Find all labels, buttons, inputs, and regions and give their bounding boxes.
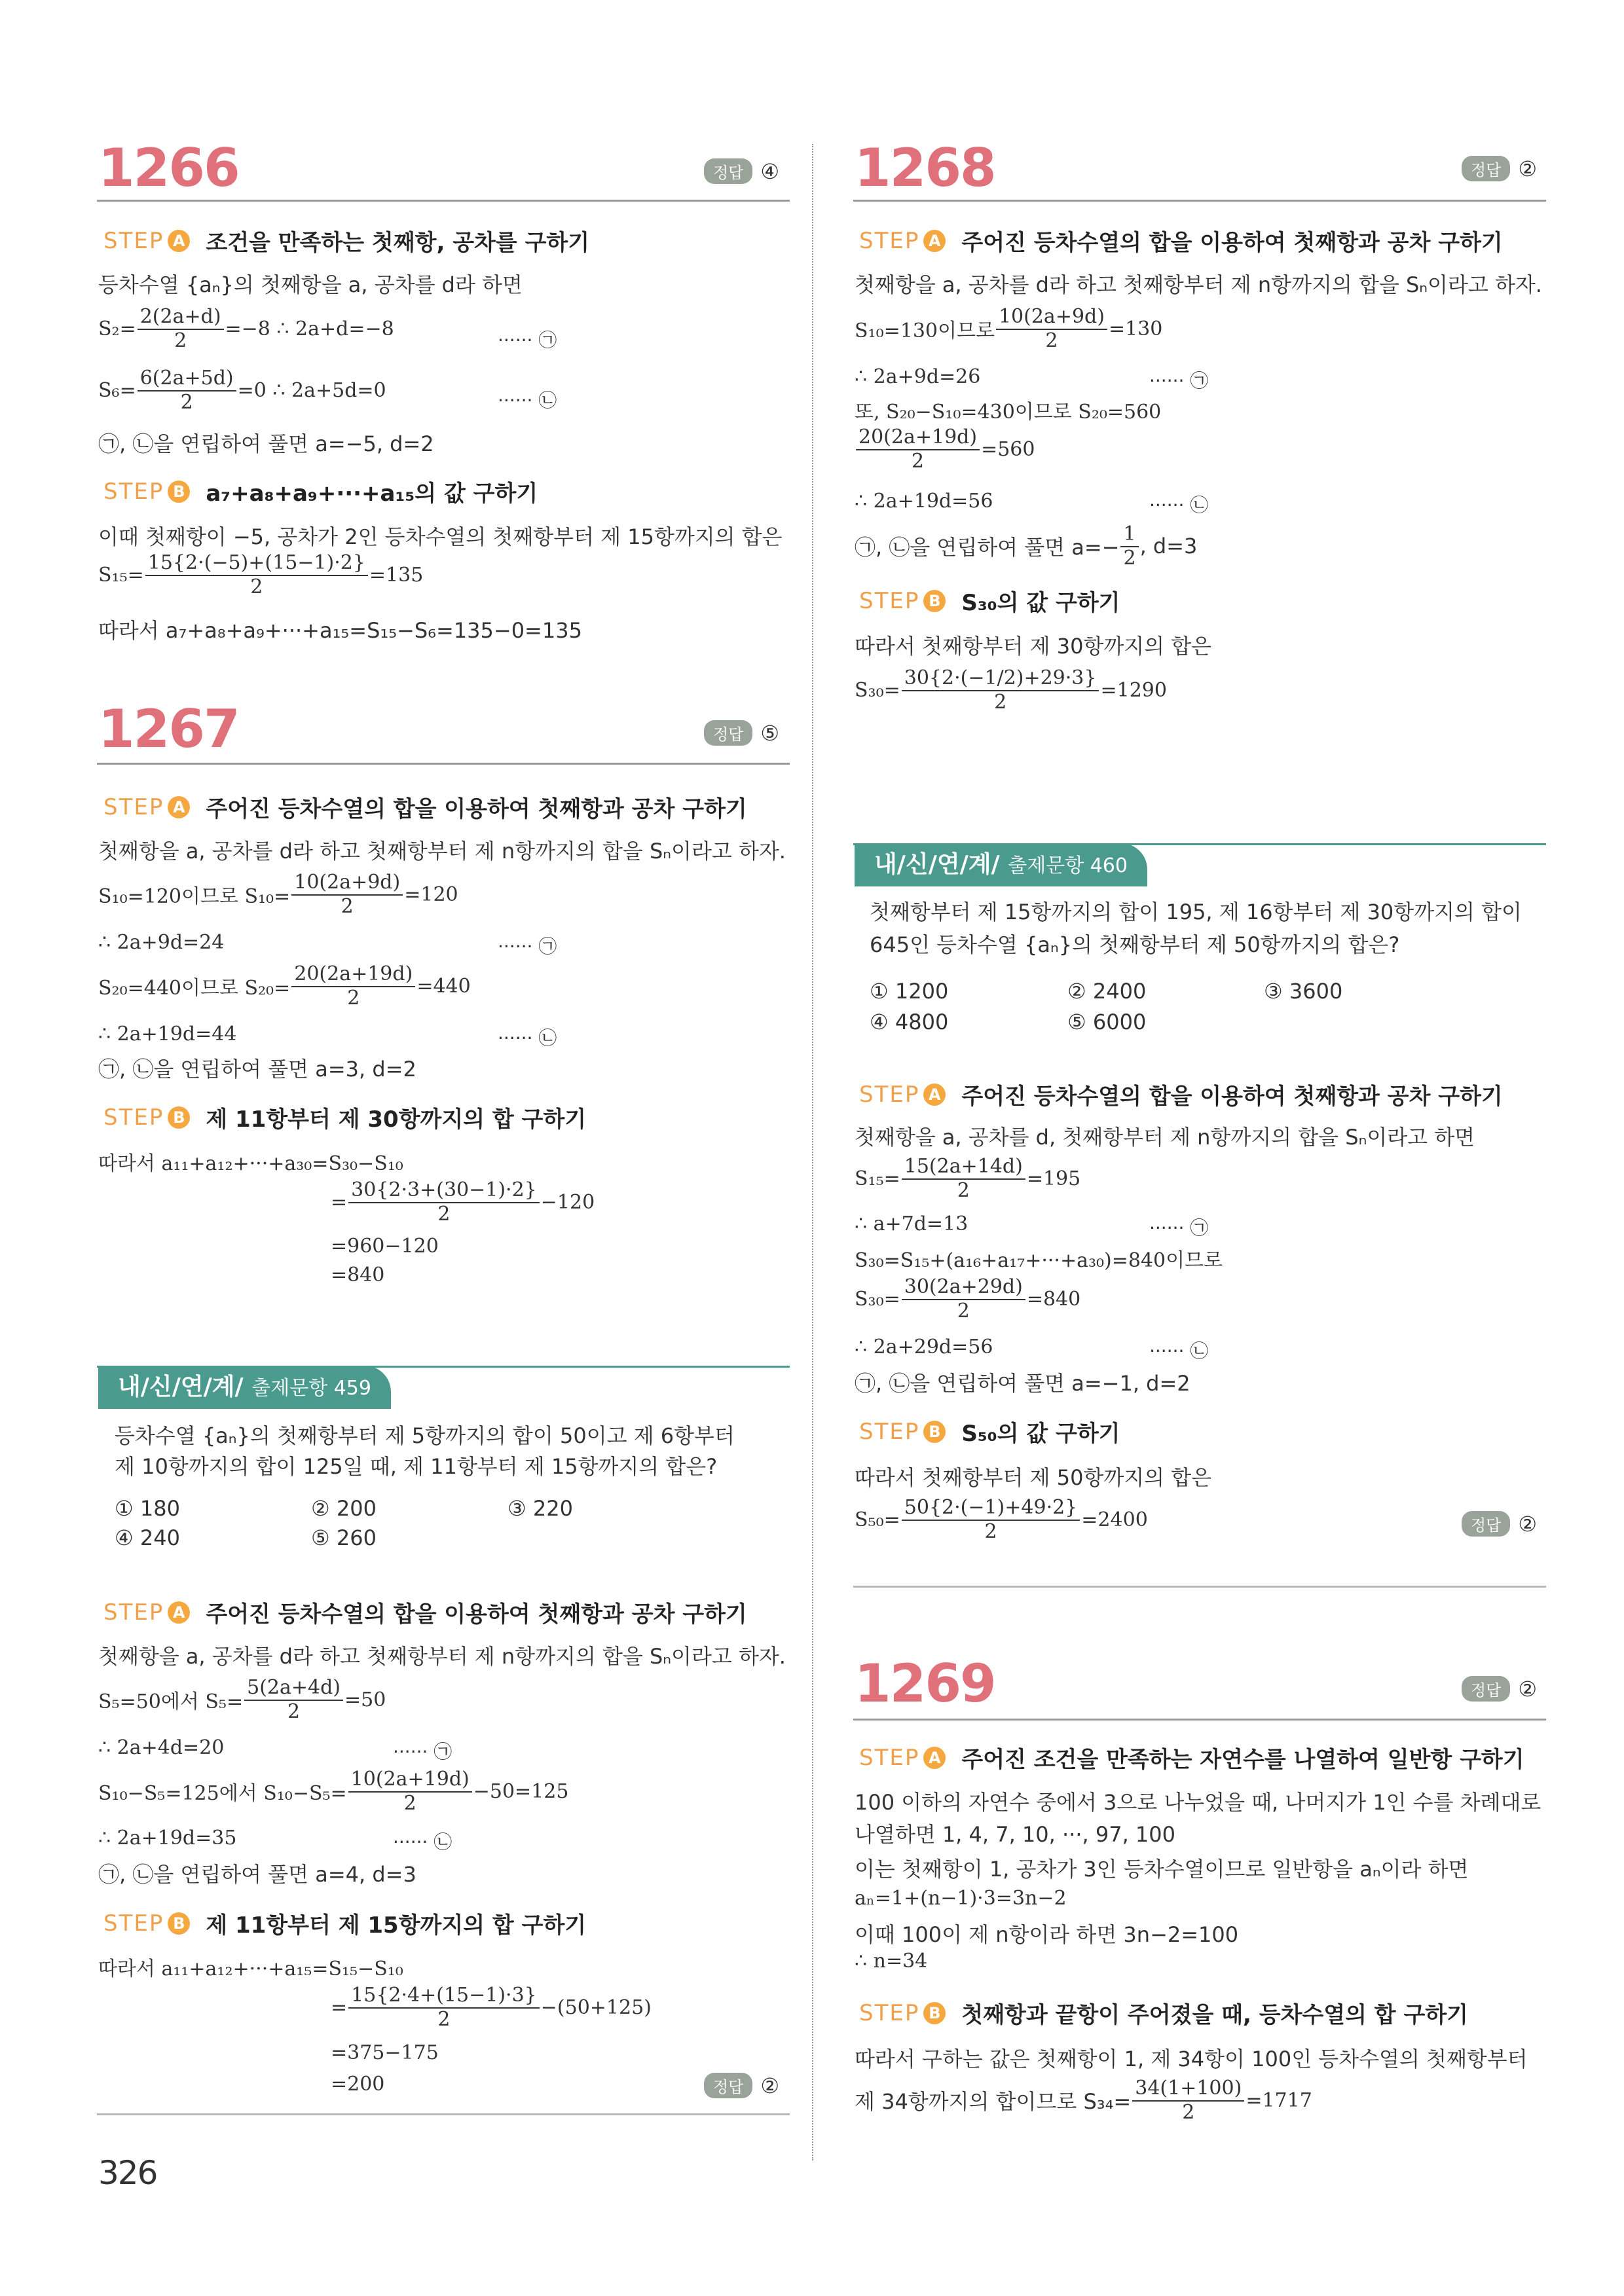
equation — [98, 1676, 386, 1723]
text-line: ㉠, ㉡을 연립하여 풀면 a=−5, d=2 — [98, 431, 434, 456]
eq-line: ∴ 2a+19d=56 — [855, 490, 993, 513]
equation — [331, 1178, 595, 1226]
eq-rhs: =1290 — [1100, 678, 1167, 702]
answer-value: ② — [1518, 156, 1538, 181]
choice: ③ 3600 — [1264, 979, 1343, 1004]
step-word: STEP — [859, 1418, 920, 1445]
equation — [98, 962, 471, 1010]
eq-rhs: =130 — [1108, 317, 1163, 340]
fraction — [348, 1984, 540, 2031]
denominator: 2 — [341, 895, 354, 918]
eq-tag: ······ ㉠ — [1149, 1217, 1209, 1239]
text-line — [855, 522, 1197, 570]
header-rule — [97, 200, 790, 202]
eq-lhs: S₃₀= — [855, 678, 900, 702]
text-line: ㉠, ㉡을 연립하여 풀면 a=4, d=3 — [98, 1862, 416, 1887]
eq-lhs: S₂₀=440이므로 S₂₀= — [98, 977, 291, 1000]
step-title: 제 11항부터 제 30항까지의 합 구하기 — [206, 1106, 587, 1133]
equation — [855, 1155, 1080, 1202]
eq-tag: ······ ㉠ — [498, 329, 557, 351]
numerator: 2(2a+d) — [138, 305, 224, 330]
text-line: 또, S₂₀−S₁₀=430이므로 S₂₀=560 — [855, 401, 1162, 424]
text-line: 따라서 첫째항부터 제 50항까지의 합은 — [855, 1465, 1212, 1490]
problem-number: 1268 — [855, 137, 995, 198]
denominator: 2 — [437, 2008, 451, 2031]
eq-lhs: 제 34항까지의 합이므로 S₃₄= — [855, 2089, 1132, 2114]
eq-rhs: =120 — [404, 883, 458, 906]
eq-lhs: = — [331, 1995, 348, 2019]
eq-rhs: =840 — [1026, 1287, 1081, 1311]
step-a-heading — [103, 1596, 747, 1628]
eq-lhs: S₁₅= — [98, 563, 144, 587]
step-word: STEP — [103, 227, 164, 254]
naesin-title: 내/신/연/계/ — [118, 1374, 244, 1400]
eq-tag: ······ ㉡ — [498, 1027, 557, 1049]
fraction — [138, 367, 236, 414]
eq-rhs: =−8 ∴ 2a+d=−8 — [225, 317, 394, 340]
text-part: ㉠, ㉡을 연립하여 풀면 a=− — [855, 535, 1120, 560]
step-word: STEP — [103, 1104, 164, 1131]
equation — [98, 551, 423, 598]
step-a-heading — [103, 225, 589, 257]
answer-badge: 정답 — [704, 158, 752, 184]
fraction — [902, 1496, 1080, 1543]
answer-value: ④ — [760, 158, 780, 184]
choice: ③ 220 — [507, 1496, 573, 1521]
text-line: ㉠, ㉡을 연립하여 풀면 a=3, d=2 — [98, 1057, 416, 1082]
question-line: 등차수열 {aₙ}의 첫째항부터 제 5항까지의 합이 50이고 제 6항부터 — [115, 1423, 735, 1448]
step-word: STEP — [859, 1999, 920, 2026]
step-title: 주어진 등차수열의 합을 이용하여 첫째항과 공차 구하기 — [206, 1601, 747, 1628]
eq-rhs: =195 — [1026, 1167, 1081, 1190]
naesin-badge — [98, 1364, 391, 1410]
eq-rhs: =0 ∴ 2a+5d=0 — [237, 378, 386, 402]
text-line: 따라서 구하는 값은 첫째항이 1, 제 34항이 100인 등차수열의 첫째항부터 — [855, 2047, 1528, 2071]
eq-rhs: −120 — [540, 1190, 595, 1214]
eq-rhs: =440 — [416, 974, 471, 998]
choice: ⑤ 260 — [311, 1525, 377, 1550]
eq-line: aₙ=1+(n−1)·3=3n−2 — [855, 1887, 1067, 1910]
naesin-label — [855, 843, 1147, 886]
equation — [331, 1984, 652, 2031]
step-title: 주어진 등차수열의 합을 이용하여 첫째항과 공차 구하기 — [961, 1084, 1503, 1110]
equation — [855, 426, 1035, 473]
step-letter: A — [923, 1747, 946, 1769]
text-line: 등차수열 {aₙ}의 첫째항을 a, 공차를 d라 하면 — [98, 272, 523, 297]
text-line: 이때 첫째항이 −5, 공차가 2인 등차수열의 첫째항부터 제 15항까지의 합은 — [98, 524, 783, 549]
answer-badge: 정답 — [1462, 1676, 1510, 1702]
step-word: STEP — [859, 587, 920, 614]
step-word: STEP — [859, 1744, 920, 1771]
eq-tag: ······ ㉠ — [1149, 370, 1209, 392]
eq-lhs: S₂= — [98, 317, 136, 340]
step-letter: B — [923, 1421, 946, 1443]
naesin-number: 출제문항 459 — [251, 1377, 371, 1400]
step-title: S₃₀의 값 구하기 — [961, 590, 1120, 616]
equation — [98, 367, 386, 414]
step-title: 주어진 등차수열의 합을 이용하여 첫째항과 공차 구하기 — [206, 796, 747, 822]
step-a-heading — [859, 1078, 1503, 1110]
choice: ④ 4800 — [870, 1010, 949, 1034]
page-number: 326 — [98, 2154, 157, 2192]
eq-lhs: S₁₀−S₅=125에서 S₁₀−S₅= — [98, 1782, 347, 1805]
step-letter: B — [168, 481, 190, 503]
problem-number: 1267 — [98, 699, 239, 759]
step-title: 제 11항부터 제 15항까지의 합 구하기 — [206, 1912, 587, 1939]
answer-box — [1462, 1676, 1537, 1702]
step-word: STEP — [103, 478, 164, 505]
step-word: STEP — [103, 1599, 164, 1626]
answer-value: ② — [760, 2073, 780, 2098]
header-rule — [853, 1719, 1546, 1721]
step-letter: A — [168, 1601, 190, 1624]
step-a-heading — [859, 225, 1503, 257]
text-line: 따라서 a₁₁+a₁₂+···+a₃₀=S₃₀−S₁₀ — [98, 1152, 403, 1175]
eq-line: =840 — [331, 1264, 385, 1286]
choice: ① 1200 — [870, 979, 949, 1004]
eq-tag: ······ ㉡ — [1149, 1340, 1209, 1362]
denominator: 2 — [347, 987, 360, 1010]
answer-box — [704, 720, 779, 746]
step-b-heading — [859, 1415, 1120, 1448]
step-title: 주어진 등차수열의 합을 이용하여 첫째항과 공차 구하기 — [961, 230, 1503, 256]
answer-value: ⑤ — [760, 720, 780, 746]
eq-lhs: S₁₅= — [855, 1167, 900, 1190]
numerator: 15{2·4+(15−1)·3} — [348, 1984, 540, 2009]
eq-lhs: S₃₀= — [855, 1287, 900, 1311]
fraction — [145, 551, 368, 598]
naesin-badge — [855, 842, 1147, 888]
text-part: , d=3 — [1139, 534, 1198, 558]
eq-lhs: S₁₀=120이므로 S₁₀= — [98, 885, 291, 908]
answer-box — [704, 2073, 779, 2098]
step-word: STEP — [103, 1910, 164, 1937]
equation — [855, 2077, 1312, 2124]
eq-rhs: −(50+125) — [540, 1995, 652, 2019]
fraction — [902, 1275, 1025, 1322]
step-letter: B — [923, 590, 946, 612]
step-word: STEP — [859, 227, 920, 254]
step-b-heading — [103, 1101, 586, 1133]
answer-badge: 정답 — [704, 2073, 752, 2098]
denominator: 2 — [250, 575, 263, 598]
text-line: 첫째항을 a, 공차를 d라 하고 첫째항부터 제 n항까지의 합을 Sₙ이라고 하자. — [98, 839, 786, 864]
numerator: 34(1+100) — [1132, 2077, 1244, 2102]
eq-tag: ······ ㉡ — [498, 390, 557, 411]
fraction — [291, 871, 403, 918]
answer-box — [1462, 1511, 1537, 1537]
step-word: STEP — [859, 1081, 920, 1108]
header-rule — [97, 763, 790, 765]
fraction — [348, 1178, 540, 1226]
equation — [855, 666, 1167, 714]
answer-box — [704, 158, 779, 184]
box-bottom-rule — [853, 1586, 1546, 1588]
numerator: 30{2·(−1/2)+29·3} — [902, 666, 1099, 691]
eq-lhs: S₅₀= — [855, 1508, 900, 1531]
eq-tag: ······ ㉠ — [498, 936, 557, 957]
eq-line: =200 — [331, 2073, 385, 2096]
fraction — [902, 666, 1099, 714]
step-a-heading — [859, 1741, 1524, 1774]
eq-tag: ······ ㉠ — [393, 1741, 452, 1762]
fraction — [291, 962, 415, 1010]
answer-value: ② — [1518, 1511, 1538, 1537]
eq-line: ∴ 2a+9d=26 — [855, 365, 981, 388]
denominator: 2 — [984, 1520, 997, 1543]
step-letter: A — [168, 796, 190, 818]
step-word: STEP — [103, 793, 164, 820]
text-line: 따라서 a₇+a₈+a₉+···+a₁₅=S₁₅−S₆=135−0=135 — [98, 618, 582, 643]
naesin-number: 출제문항 460 — [1008, 854, 1128, 877]
eq-rhs: =50 — [344, 1688, 386, 1711]
denominator: 2 — [437, 1203, 451, 1226]
numerator: 15{2·(−5)+(15−1)·2} — [145, 551, 368, 576]
eq-lhs: = — [331, 1190, 348, 1214]
eq-lhs: S₅=50에서 S₅= — [98, 1690, 244, 1713]
eq-tag: ······ ㉡ — [1149, 494, 1209, 516]
box-bottom-rule — [97, 2113, 790, 2115]
eq-lhs: S₁₀=130이므로 — [855, 319, 995, 342]
eq-line: =375−175 — [331, 2041, 439, 2064]
answer-value: ② — [1518, 1676, 1538, 1702]
problem-number: 1269 — [855, 1653, 995, 1714]
naesin-title: 내/신/연/계/ — [874, 851, 1000, 878]
numerator: 10(2a+9d) — [996, 305, 1107, 330]
text-line: 이때 100이 제 n항이라 하면 3n−2=100 — [855, 1922, 1239, 1947]
fraction — [244, 1676, 343, 1723]
numerator: 50{2·(−1)+49·2} — [902, 1496, 1080, 1521]
text-line: ㉠, ㉡을 연립하여 풀면 a=−1, d=2 — [855, 1371, 1190, 1396]
eq-rhs: =135 — [369, 563, 424, 587]
numerator: 10(2a+19d) — [348, 1768, 472, 1793]
question-line: 제 10항까지의 합이 125일 때, 제 11항부터 제 15항까지의 합은? — [115, 1454, 718, 1479]
denominator: 2 — [1182, 2101, 1195, 2124]
numerator: 5(2a+4d) — [244, 1676, 343, 1701]
denominator: 2 — [994, 691, 1007, 714]
choice: ④ 240 — [115, 1525, 180, 1550]
denominator: 2 — [180, 391, 193, 414]
denominator: 2 — [957, 1179, 970, 1202]
fraction — [996, 305, 1107, 352]
text-line: S₃₀=S₁₅+(a₁₆+a₁₇+···+a₃₀)=840이므로 — [855, 1249, 1223, 1272]
problem-number: 1266 — [98, 137, 239, 198]
step-letter: A — [168, 230, 190, 252]
eq-line: ∴ 2a+19d=44 — [98, 1023, 237, 1046]
eq-line: ∴ 2a+19d=35 — [98, 1827, 237, 1850]
eq-line: =960−120 — [331, 1235, 439, 1258]
column-divider — [812, 144, 813, 2160]
step-b-heading — [859, 1997, 1468, 2029]
fraction — [856, 426, 980, 473]
eq-rhs: =1717 — [1246, 2088, 1312, 2112]
text-line: 첫째항을 a, 공차를 d라 하고 첫째항부터 제 n항까지의 합을 Sₙ이라고 하자. — [98, 1644, 786, 1669]
answer-box — [1462, 156, 1537, 181]
step-letter: B — [923, 2002, 946, 2024]
denominator: 2 — [1123, 547, 1136, 570]
step-b-heading — [103, 1907, 586, 1939]
step-title: 조건을 만족하는 첫째항, 공차를 구하기 — [206, 230, 590, 256]
text-line: 나열하면 1, 4, 7, 10, ···, 97, 100 — [855, 1822, 1175, 1847]
numerator: 20(2a+19d) — [856, 426, 980, 450]
numerator: 30(2a+29d) — [902, 1275, 1025, 1300]
naesin-label — [98, 1366, 391, 1409]
denominator: 2 — [174, 329, 187, 352]
step-a-heading — [103, 791, 747, 823]
step-title: a₇+a₈+a₉+···+a₁₅의 값 구하기 — [206, 481, 538, 507]
step-b-heading — [859, 585, 1120, 617]
equation — [98, 305, 394, 352]
equation — [98, 871, 458, 918]
numerator: 6(2a+5d) — [138, 367, 236, 392]
text-line: 이는 첫째항이 1, 공차가 3인 등차수열이므로 일반항을 aₙ이라 하면 — [855, 1857, 1469, 1882]
equation — [98, 1768, 568, 1815]
step-letter: A — [923, 1084, 946, 1106]
eq-line: ∴ 2a+4d=20 — [98, 1736, 225, 1759]
text-line: 첫째항을 a, 공차를 d라 하고 첫째항부터 제 n항까지의 합을 Sₙ이라고 하자. — [855, 272, 1542, 297]
step-title: S₅₀의 값 구하기 — [961, 1421, 1120, 1447]
numerator: 30{2·3+(30−1)·2} — [348, 1178, 540, 1203]
eq-rhs: =560 — [981, 437, 1035, 461]
step-letter: B — [168, 1912, 190, 1935]
denominator: 2 — [957, 1300, 970, 1322]
answer-badge: 정답 — [1462, 156, 1510, 181]
text-line: 따라서 첫째항부터 제 30항까지의 합은 — [855, 634, 1212, 659]
step-title: 첫째항과 끝항이 주어졌을 때, 등차수열의 합 구하기 — [961, 2002, 1469, 2028]
step-letter: B — [168, 1106, 190, 1129]
eq-rhs: =2400 — [1081, 1508, 1148, 1531]
answer-badge: 정답 — [704, 720, 752, 746]
denominator: 2 — [911, 450, 925, 473]
eq-line: ∴ n=34 — [855, 1950, 928, 1973]
eq-rhs: −50=125 — [473, 1779, 569, 1803]
numerator: 1 — [1120, 522, 1138, 547]
text-line: 첫째항을 a, 공차를 d, 첫째항부터 제 n항까지의 합을 Sₙ이라고 하면 — [855, 1125, 1475, 1150]
numerator: 20(2a+19d) — [291, 962, 415, 987]
choice: ② 200 — [311, 1496, 377, 1521]
denominator: 2 — [1045, 329, 1058, 352]
equation — [855, 1275, 1080, 1322]
eq-line: ∴ a+7d=13 — [855, 1212, 969, 1235]
choice: ② 2400 — [1067, 979, 1147, 1004]
equation — [855, 305, 1162, 352]
answer-badge: 정답 — [1462, 1511, 1510, 1537]
header-rule — [853, 200, 1546, 202]
text-line: 따라서 a₁₁+a₁₂+···+a₁₅=S₁₅−S₁₀ — [98, 1958, 403, 1980]
step-title: 주어진 조건을 만족하는 자연수를 나열하여 일반항 구하기 — [961, 1747, 1524, 1773]
text-line: 100 이하의 자연수 중에서 3으로 나누었을 때, 나머지가 1인 수를 차례대로 — [855, 1790, 1541, 1815]
numerator: 15(2a+14d) — [902, 1155, 1025, 1180]
question-line: 첫째항부터 제 15항까지의 합이 195, 제 16항부터 제 30항까지의 합이 — [870, 900, 1522, 924]
equation — [855, 1496, 1148, 1543]
eq-lhs: S₆= — [98, 378, 136, 402]
fraction — [1120, 522, 1138, 570]
step-b-heading — [103, 475, 538, 507]
fraction — [138, 305, 224, 352]
fraction — [348, 1768, 472, 1815]
fraction — [902, 1155, 1025, 1202]
eq-tag: ······ ㉡ — [393, 1831, 452, 1853]
question-line: 645인 등차수열 {aₙ}의 첫째항부터 제 50항까지의 합은? — [870, 932, 1400, 957]
eq-line: ∴ 2a+9d=24 — [98, 931, 225, 954]
fraction — [1132, 2077, 1244, 2124]
denominator: 2 — [287, 1700, 301, 1723]
eq-line: ∴ 2a+29d=56 — [855, 1336, 993, 1358]
choice: ⑤ 6000 — [1067, 1010, 1147, 1034]
denominator: 2 — [403, 1792, 416, 1815]
numerator: 10(2a+9d) — [291, 871, 403, 896]
choice: ① 180 — [115, 1496, 180, 1521]
step-letter: A — [923, 230, 946, 252]
